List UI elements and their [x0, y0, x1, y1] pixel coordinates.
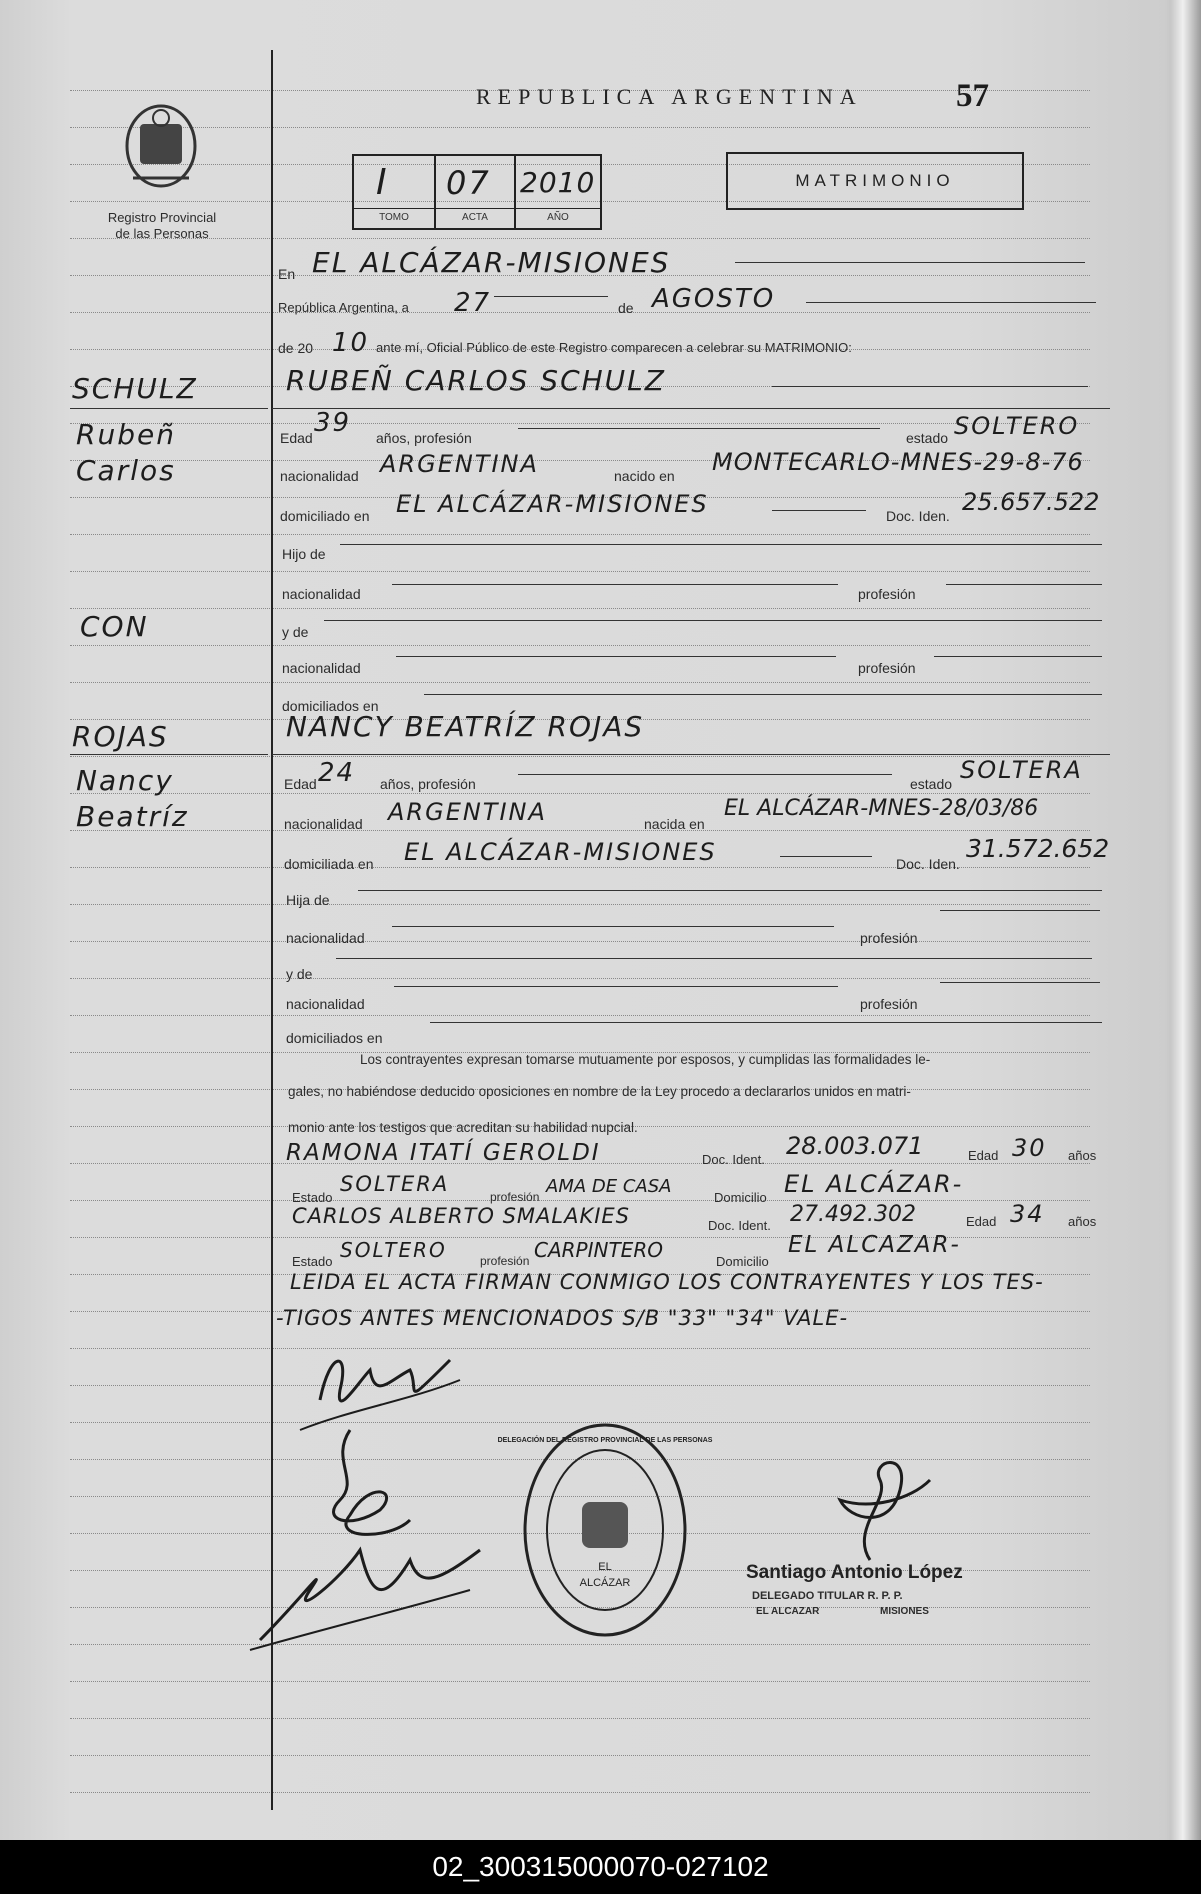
ruled-line [70, 793, 1090, 794]
groom-age: 39 [314, 408, 352, 438]
ruled-line [70, 1015, 1090, 1016]
groom-yde-label: y de [282, 624, 309, 640]
official-name: Santiago Antonio López [746, 1562, 963, 1583]
bride-full-name: NANCY BEATRÍZ ROJAS [286, 710, 645, 743]
act-reference-box [352, 154, 602, 230]
bride-nationality: ARGENTINA [388, 798, 547, 826]
ruled-line [70, 830, 1090, 831]
groom-domicile: EL ALCÁZAR-MISIONES [396, 490, 709, 518]
tomo-value: I [376, 162, 389, 203]
margin-bride-surname: ROJAS [72, 720, 169, 753]
bride-age: 24 [318, 758, 356, 788]
seal-center-line-1: EL [598, 1561, 612, 1573]
witness2-profession: CARPINTERO [534, 1238, 663, 1262]
page-edge [1171, 0, 1201, 1840]
witness2-dom-label: Domicilio [716, 1254, 769, 1269]
official-title: DELEGADO TITULAR R. P. P. [752, 1590, 903, 1602]
witness1-domicile: EL ALCÁZAR- [784, 1170, 964, 1198]
witness1-profession: AMA DE CASA [546, 1176, 672, 1197]
anio-value: 2010 [520, 166, 596, 199]
witness2-prof-label: profesión [480, 1254, 530, 1268]
bride-birth: EL ALCÁZAR-MNES-28/03/86 [724, 796, 1039, 821]
bride-anos-label: años, profesión [380, 776, 476, 792]
seal-ring-text: DELEGACIÓN DEL REGISTRO PROVINCIAL DE LAS PERSONAS [497, 1437, 713, 1444]
witness2-estado: SOLTERO [340, 1238, 447, 1262]
margin-groom-name-1: Rubeñ [76, 418, 176, 451]
witness2-edad-label: Edad [966, 1214, 997, 1229]
ruled-line [70, 941, 1090, 942]
act-day: 27 [454, 288, 492, 318]
ruled-line [70, 1348, 1090, 1349]
margin-con: CON [80, 610, 149, 643]
page-number: 57 [956, 78, 989, 114]
bride-mother-nac-label: nacionalidad [286, 996, 365, 1012]
bride-father-nac-label: nacionalidad [286, 930, 365, 946]
registry-seal [497, 1420, 713, 1640]
seal-center-line-2: ALCÁZAR [579, 1577, 631, 1589]
ruled-line [70, 571, 1090, 572]
witness1-doc-label: Doc. Ident. [702, 1152, 765, 1167]
witness2-doc: 27.492.302 [790, 1202, 916, 1227]
groom-nac-label: nacionalidad [280, 468, 359, 484]
intro-statement: ante mí, Oficial Público de este Registro comparecen a celebrar su MATRIMONIO: [376, 340, 852, 355]
witness2-anos-label: años [1068, 1214, 1097, 1229]
witness2-age: 34 [1010, 1200, 1045, 1228]
ruled-line [70, 608, 1090, 609]
official-place-left: EL ALCAZAR [756, 1606, 820, 1617]
groom-doc-label: Doc. Iden. [886, 508, 950, 524]
coat-of-arms-emblem [118, 96, 204, 192]
acta-value: 07 [446, 164, 491, 202]
ruled-line [70, 127, 1090, 128]
witness1-age: 30 [1012, 1134, 1047, 1162]
groom-edad-label: Edad [280, 430, 313, 446]
bride-edad-label: Edad [284, 776, 317, 792]
groom-birth: MONTECARLO-MNES-29-8-76 [712, 448, 1084, 476]
groom-doc: 25.657.522 [962, 488, 1100, 516]
groom-father-prof-label: profesión [858, 586, 916, 602]
closing-line-1: LEIDA EL ACTA FIRMAN CONMIGO LOS CONTRAYENTES Y LOS TES- [290, 1270, 1044, 1294]
ruled-line [70, 1718, 1090, 1719]
witness1-dom-label: Domicilio [714, 1190, 767, 1205]
signature-witnesses [240, 1520, 490, 1660]
ruled-line [70, 645, 1090, 646]
record-type: MATRIMONIO [726, 152, 1024, 210]
declaration-line-1: Los contrayentes expresan tomarse mutuamente por esposos, y cumplidas las formalidades le- [360, 1052, 931, 1067]
closing-line-2: -TIGOS ANTES MENCIONADOS S/B "33" "34" VALE- [276, 1306, 849, 1330]
official-place-right: MISIONES [880, 1606, 929, 1617]
signature-official [810, 1440, 940, 1570]
registry-line-2: de las Personas [115, 226, 209, 241]
year-prefix: de 20 [278, 340, 314, 356]
witness1-doc: 28.003.071 [786, 1132, 924, 1160]
witness1-estado: SOLTERA [340, 1172, 450, 1196]
bride-domicile: EL ALCÁZAR-MISIONES [404, 838, 717, 866]
bride-hija-label: Hija de [286, 892, 330, 908]
witness2-doc-label: Doc. Ident. [708, 1218, 771, 1233]
bride-mother-prof-label: profesión [860, 996, 918, 1012]
footer-document-id: 02_300315000070-027102 [0, 1840, 1201, 1892]
country-title: REPUBLICA ARGENTINA [476, 84, 863, 109]
bride-estado-label: estado [910, 776, 953, 792]
act-place: EL ALCÁZAR-MISIONES [312, 246, 671, 279]
groom-born-label: nacido en [614, 468, 675, 484]
groom-dom-label: domiciliado en [280, 508, 370, 524]
bride-born-label: nacida en [644, 816, 705, 832]
de-label: de [618, 300, 634, 316]
groom-mother-nac-label: nacionalidad [282, 660, 361, 676]
bride-doc-label: Doc. Iden. [896, 856, 960, 872]
ruled-line [70, 1385, 1090, 1386]
ruled-line [70, 978, 1090, 979]
witness2-name: CARLOS ALBERTO SMALAKIES [292, 1204, 631, 1228]
ruled-line [70, 534, 1090, 535]
ruled-line [70, 423, 1090, 424]
bride-dom-label: domiciliada en [284, 856, 374, 872]
witness1-name: RAMONA ITATÍ GEROLDI [286, 1140, 601, 1166]
groom-estado-label: estado [906, 430, 949, 446]
ruled-line [70, 682, 1090, 683]
ruled-line [70, 1792, 1090, 1793]
groom-parents-dom-label: domiciliados en [282, 698, 379, 714]
tomo-label: TOMO [379, 212, 409, 223]
groom-estado: SOLTERO [954, 412, 1080, 440]
ruled-line [70, 312, 1090, 313]
margin-groom-surname: SCHULZ [72, 372, 198, 405]
declaration-line-3: monio ante los testigos que acreditan su habilidad nupcial. [288, 1120, 638, 1135]
margin-groom-name-2: Carlos [76, 454, 176, 487]
witness1-edad-label: Edad [968, 1148, 999, 1163]
groom-hijo-label: Hijo de [282, 546, 326, 562]
witness1-prof-label: profesión [490, 1190, 540, 1204]
witness1-estado-label: Estado [292, 1190, 333, 1205]
witness1-anos-label: años [1068, 1148, 1097, 1163]
groom-full-name: RUBEÑ CARLOS SCHULZ [286, 364, 666, 397]
republic-label: República Argentina, a [278, 300, 409, 315]
year-suffix: 10 [332, 328, 370, 358]
witness2-estado-label: Estado [292, 1254, 333, 1269]
declaration-line-2: gales, no habiéndose deducido oposiciones en nombre de la Ley procedo a declararlos unidos en matri- [288, 1084, 911, 1099]
registry-line-1: Registro Provincial [107, 210, 217, 225]
bride-father-prof-label: profesión [860, 930, 918, 946]
bride-doc: 31.572.652 [966, 834, 1110, 863]
acta-label: ACTA [462, 212, 488, 223]
groom-anos-label: años, profesión [376, 430, 472, 446]
margin-bride-name-2: Beatríz [76, 800, 189, 833]
act-month: AGOSTO [652, 284, 776, 314]
bride-estado: SOLTERA [960, 756, 1083, 784]
groom-father-nac-label: nacionalidad [282, 586, 361, 602]
ruled-line [70, 756, 1090, 757]
anio-label: AÑO [547, 212, 569, 223]
registry-name [92, 210, 232, 242]
ruled-line [70, 1200, 1090, 1201]
witness2-domicile: EL ALCAZAR- [788, 1232, 961, 1258]
groom-mother-prof-label: profesión [858, 660, 916, 676]
ruled-line [70, 1644, 1090, 1645]
margin-bride-name-1: Nancy [76, 764, 174, 797]
bride-parents-dom-label: domiciliados en [286, 1030, 383, 1046]
en-label: En [278, 266, 296, 282]
groom-nationality: ARGENTINA [380, 450, 539, 478]
ruled-line [70, 1681, 1090, 1682]
ruled-line [70, 1755, 1090, 1756]
bride-yde-label: y de [286, 966, 313, 982]
bride-nac-label: nacionalidad [284, 816, 363, 832]
ruled-line [70, 904, 1090, 905]
